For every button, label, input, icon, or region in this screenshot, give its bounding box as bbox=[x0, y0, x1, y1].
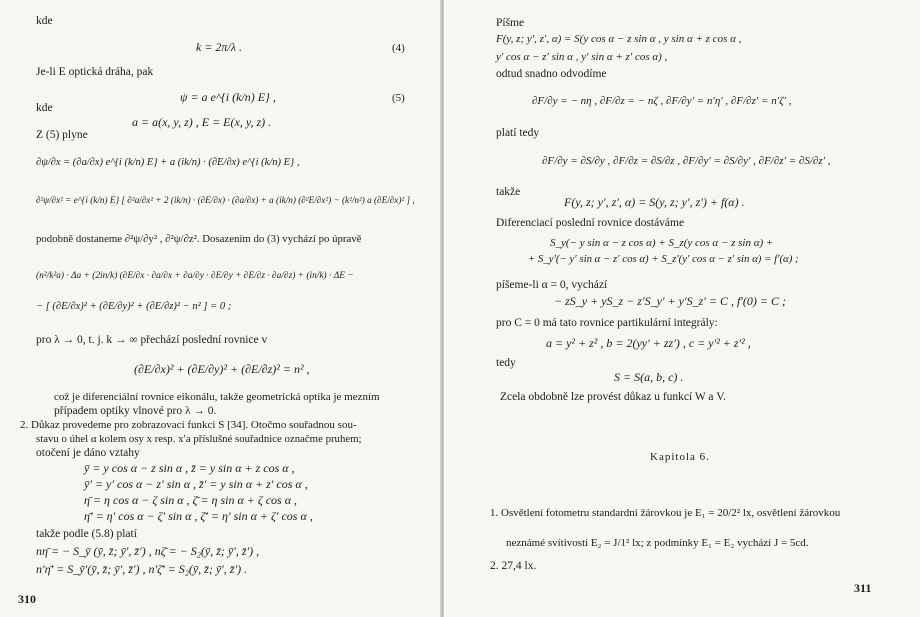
equation-number: (5) bbox=[392, 92, 405, 104]
equation-line: (∂E/∂x)² + (∂E/∂y)² + (∂E/∂z)² = n² , bbox=[134, 362, 310, 376]
equation-number: (4) bbox=[392, 42, 405, 54]
equation-line: a = a(x, y, z) , E = E(x, y, z) . bbox=[132, 115, 272, 129]
chapter-heading: Kapitola 6. bbox=[650, 451, 710, 463]
equation-line: ψ = a e^{i (k/n) E} , bbox=[180, 90, 276, 104]
equation-line: ∂ψ/∂x = (∂a/∂x) e^{i (k/n) E} + a (ik/n) · (∂E/∂x) e^{i (k/n) E} , bbox=[36, 157, 300, 168]
equation-line: ∂F/∂y = ∂S/∂y , ∂F/∂z = ∂S/∂z , ∂F/∂y′ = ∂S/∂y′ , ∂F/∂z′ = ∂S/∂z′ , bbox=[542, 155, 831, 167]
equation-line: η̄ = η cos α − ζ sin α , ζ̄ = η sin α + ζ cos α , bbox=[84, 493, 298, 507]
left-page bbox=[0, 0, 442, 617]
text-line: případem optiky vlnové pro λ → 0. bbox=[54, 405, 217, 417]
equation-line: S = S(a, b, c) . bbox=[614, 370, 684, 384]
equation-line: n′η̄′ = S_ȳ′(ȳ, z̄; ȳ′, z̄′) , n′ζ̄′ = S₂(ȳ, z̄; ȳ′, z̄′) . bbox=[36, 562, 248, 576]
text-line: odtud snadno odvodíme bbox=[496, 68, 607, 80]
equation-line: a = y² + z² , b = 2(yy′ + zz′) , c = y′² + z′² , bbox=[546, 336, 751, 350]
equation-line: F(y, z; y′, z′, α) = S(y cos α − z sin α , y sin α + z cos α , bbox=[496, 33, 742, 45]
text-line: podobně dostaneme ∂²ψ/∂y² , ∂²ψ/∂z². Dosazením do (3) vychází po úpravě bbox=[36, 233, 362, 245]
equation-line: ȳ = y cos α − z sin α , z̄ = y sin α + z cos α , bbox=[84, 461, 295, 475]
text-line: platí tedy bbox=[496, 127, 540, 139]
text-line: takže podle (5.8) platí bbox=[36, 528, 137, 540]
text-line: píšeme-li α = 0, vychází bbox=[496, 279, 608, 291]
text-line: pro λ → 0, t. j. k → ∞ přechází poslední rovnice v bbox=[36, 334, 268, 346]
text-line: 1. Osvětlení fotometru standardní žárovkou je E₁ = 20/2² lx, osvětlení žárovkou bbox=[490, 507, 841, 519]
equation-line: F(y, z; y′, z′, α) = S(y, z; y′, z′) + f(α) . bbox=[564, 195, 745, 209]
equation-line: (n²/k²a) · Δa + (2in/k) (∂E/∂x · ∂a/∂x + ∂a/∂y · ∂E/∂y + ∂E/∂z · ∂a/∂z) + (in/k) · ΔE − bbox=[36, 271, 354, 281]
right-page bbox=[444, 0, 920, 617]
text-line: Zcela obdobně lze provést důkaz u funkcí W a V. bbox=[500, 391, 726, 403]
text-line: otočení je dáno vztahy bbox=[36, 447, 140, 459]
equation-line: nη̄ = − S_ȳ (ȳ, z̄; ȳ′, z̄′) , nζ̄ = − S₂(ȳ, z̄; ȳ′, z̄′) , bbox=[36, 544, 260, 558]
equation-line: + S_y′(− y′ sin α − z′ cos α) + S_z′(y′ cos α − z′ sin α) = f′(α) ; bbox=[528, 253, 799, 265]
text-line: kde bbox=[36, 102, 53, 114]
page-number: 311 bbox=[854, 581, 872, 595]
equation-line: ȳ′ = y′ cos α − z′ sin α , z̄′ = y sin α + z′ cos α , bbox=[84, 477, 308, 491]
equation-line: η̄′ = η′ cos α − ζ′ sin α , ζ̄′ = η′ sin α + ζ′ cos α , bbox=[84, 509, 313, 523]
equation-line: − [ (∂E/∂x)² + (∂E/∂y)² + (∂E/∂z)² − n² ] = 0 ; bbox=[36, 301, 232, 312]
equation-line: ∂F/∂y = − nη , ∂F/∂z = − nζ , ∂F/∂y′ = n′η′ , ∂F/∂z′ = n′ζ′ , bbox=[532, 95, 792, 107]
text-line: Je-li E optická dráha, pak bbox=[36, 66, 154, 78]
equation-line: y′ cos α − z′ sin α , y′ sin α + z′ cos α) , bbox=[496, 51, 668, 63]
text-line: Píšme bbox=[496, 17, 525, 29]
text-line: 2. 27,4 lx. bbox=[490, 560, 537, 572]
text-line: Z (5) plyne bbox=[36, 129, 88, 141]
text-line: takže bbox=[496, 186, 521, 198]
text-line: tedy bbox=[496, 357, 516, 369]
text-line: Diferenciací poslední rovnice dostáváme bbox=[496, 217, 685, 229]
text-line: pro C = 0 má tato rovnice partikulární integrály: bbox=[496, 317, 718, 329]
equation-line: ∂²ψ/∂x² = e^{i (k/n) E} [ ∂²a/∂x² + 2 (ik/n) · (∂E/∂x) · (∂a/∂x) + a (ik/n) (∂²E/∂x²) − (k²/n²) a (∂E/∂x)² ] , bbox=[36, 195, 415, 205]
equation-line: − zS_y + yS_z − z′S_y′ + y′S_z′ = C , f′(0) = C ; bbox=[554, 294, 787, 308]
text-line: neznámé svítivosti E₂ = J/1² lx; z podmínky E₁ = E₂ vychází J = 5cd. bbox=[506, 537, 809, 549]
text-line: což je diferenciální rovnice eikonálu, takže geometrická optika je mezním bbox=[54, 391, 380, 403]
text-line: kde bbox=[36, 15, 53, 27]
equation-line: k = 2π/λ . bbox=[196, 40, 242, 54]
text-line: stavu o úhel α kolem osy x resp. x′a příslušné souřadnice označme pruhem; bbox=[36, 433, 362, 445]
text-line: 2. Důkaz provedeme pro zobrazovací funkci S [34]. Otočmo souřadnou sou- bbox=[20, 419, 357, 431]
page-number: 310 bbox=[18, 592, 36, 606]
equation-line: S_y(− y sin α − z cos α) + S_z(y cos α − z sin α) + bbox=[550, 237, 774, 249]
